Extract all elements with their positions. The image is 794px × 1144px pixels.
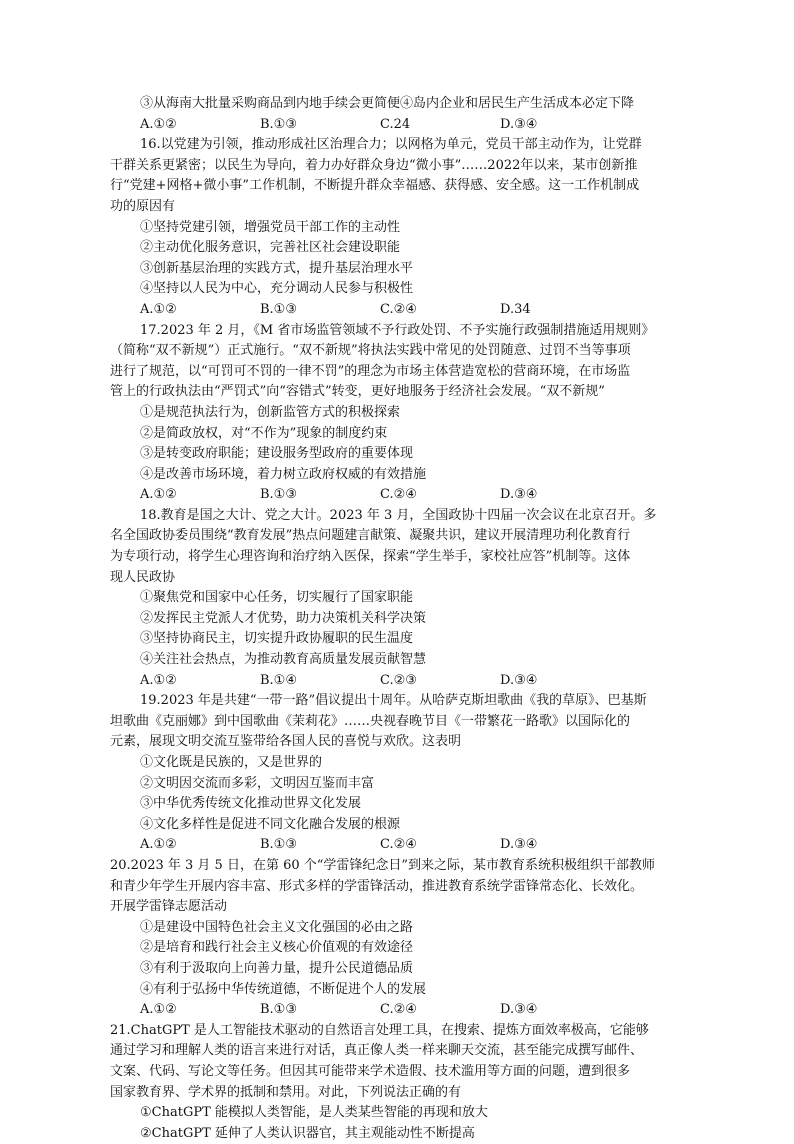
question-stem-line: 功的原因有 — [110, 198, 176, 214]
option-d[interactable]: D.③④ — [500, 116, 538, 132]
question-stem-line: 进行了规范，以“可罚可不罚的一律不罚”的理念为市场主体营造宽松的营商环境，在市场监 — [110, 363, 631, 379]
statement-item: ②是培育和践行社会主义核心价值观的有效途径 — [140, 940, 414, 956]
question-stem-line: 通过学习和理解人类的语言来进行对话，真正像人类一样来聊天交流，甚至能完成撰写邮件、 — [110, 1043, 644, 1059]
option-c[interactable]: C.②③ — [380, 672, 417, 688]
question-stem-line: 文案、代码、写论文等任务。但因其可能带来学术造假、技术滥用等方面的问题，遭到很多 — [110, 1063, 631, 1079]
option-c[interactable]: C.②④ — [380, 1002, 417, 1018]
exam-page — [110, 94, 695, 1144]
q16-options — [110, 300, 695, 321]
question-stem-line: 21.ChatGPT 是人工智能技术驱动的自然语言处理工具，在搜索、提炼方面效率极高，它能够 — [110, 1022, 649, 1038]
question-stem-line: 坦歌曲《克丽娜》到中国歌曲《茉莉花》……央视春晚节目《一带繁花一路歌》以国际化的 — [110, 713, 631, 729]
option-c[interactable]: C.②④ — [380, 837, 417, 853]
option-a[interactable]: A.①② — [140, 116, 177, 132]
question-stem-line: 为专项行动，将学生心理咨询和治疗纳入医保，探索“学生举手，家校社应答”机制等。这体 — [110, 549, 631, 565]
statement-item: ①坚持党建引领，增强党员干部工作的主动性 — [140, 219, 401, 235]
question-stem-line: 19.2023 年是共建“一带一路”倡议提出十周年。从哈萨克斯坦歌曲《我的草原》、巴基斯 — [140, 693, 647, 709]
question-stem-line: 名全国政协委员围绕“教育发展”热点问题建言献策、凝聚共识，建议开展清理功利化教育行 — [110, 528, 631, 544]
option-d[interactable]: D.③④ — [500, 487, 538, 503]
option-d[interactable]: D.③④ — [500, 672, 538, 688]
q17-options — [110, 485, 695, 506]
option-c[interactable]: C.②④ — [380, 301, 417, 317]
option-b[interactable]: B.①③ — [260, 837, 297, 853]
question-stem-line: 管上的行政执法由“严罚式”向“容错式”转变，更好地服务于经济社会发展。“双不新规” — [110, 384, 605, 400]
option-d[interactable]: D.③④ — [500, 1002, 538, 1018]
question-stem-line: 现人民政协 — [110, 569, 176, 585]
question-19 — [110, 691, 695, 856]
statement-item: ③有利于汲取向上向善力量，提升公民道德品质 — [140, 960, 414, 976]
question-stem-line: 开展学雷锋志愿活动 — [110, 899, 228, 915]
statement-item: ②文明因交流而多彩，文明因互鉴而丰富 — [140, 775, 375, 791]
statement-item: ③是转变政府职能；建设服务型政府的重要体现 — [140, 446, 414, 462]
question-stem-line: 20.2023 年 3 月 5 日，在第 60 个“学雷锋纪念日”到来之际，某市教育系统积极组织干部教师 — [110, 857, 656, 873]
option-a[interactable]: A.①② — [140, 837, 177, 853]
question-18 — [110, 506, 695, 691]
question-stem-line: 国家教育界、学术界的抵制和禁用。对此，下列说法正确的有 — [110, 1084, 462, 1100]
statement-item: ②发挥民主党派人才优势，助力决策机关科学决策 — [140, 610, 427, 626]
option-a[interactable]: A.①② — [140, 1002, 177, 1018]
statement-item: ④有利于弘扬中华传统道德，不断促进个人的发展 — [140, 981, 427, 997]
q18-options — [110, 671, 695, 692]
option-a[interactable]: A.①② — [140, 301, 177, 317]
statement-item: ③坚持协商民主，切实提升政协履职的民生温度 — [140, 631, 414, 647]
option-d[interactable]: D.③④ — [500, 837, 538, 853]
statement-item: ④是改善市场环境，着力树立政府权威的有效措施 — [140, 466, 427, 482]
statement-item: ①是建设中国特色社会主义文化强国的必由之路 — [140, 919, 414, 935]
statement-item: ①ChatGPT 能模拟人类智能，是人类某些智能的再现和放大 — [140, 1105, 488, 1121]
statement-item: ④坚持以人民为中心，充分调动人民参与积极性 — [140, 281, 414, 297]
option-a[interactable]: A.①② — [140, 487, 177, 503]
statement-item: ①文化既是民族的，又是世界的 — [140, 755, 323, 770]
statement-item: ②主动优化服务意识，完善社区社会建设职能 — [140, 240, 401, 256]
q20-options — [110, 1000, 695, 1021]
option-d[interactable]: D.34 — [500, 301, 531, 317]
option-c[interactable]: C.②④ — [380, 487, 417, 503]
statement-item: ②ChatGPT 延伸了人类认识器官，其主观能动性不断提高 — [140, 1125, 475, 1141]
q15-options — [110, 115, 695, 136]
option-b[interactable]: B.①③ — [260, 487, 297, 503]
question-20 — [110, 856, 695, 1021]
question-stem-line: 18.教育是国之大计、党之大计。2023 年 3 月，全国政协十四届一次会议在北京召开。多 — [140, 507, 657, 523]
q19-options — [110, 835, 695, 856]
question-stem-line: （简称“双不新规”）正式施行。“双不新规”将执法实践中常见的处罚随意、过罚不当等事项 — [110, 343, 631, 359]
statement-item: ④关注社会热点，为推动教育高质量发展贡献智慧 — [140, 652, 427, 668]
q15-statement-line: ③从海南大批量采购商品到内地手续会更简便④岛内企业和居民生产生活成本必定下降 — [140, 96, 635, 111]
question-stem-line: 干群关系更紧密；以民生为导向，着力办好群众身边“微小事”……2022年以来，某市创新推 — [110, 157, 638, 173]
question-16 — [110, 135, 695, 320]
question-21 — [110, 1021, 695, 1144]
statement-item: ④文化多样性是促进不同文化融合发展的根源 — [140, 816, 401, 832]
option-b[interactable]: B.①④ — [260, 672, 297, 688]
statement-item: ③创新基层治理的实践方式，提升基层治理水平 — [140, 260, 414, 276]
question-stem-line: 17.2023 年 2 月，《M 省市场监管领域不予行政处罚、不予实施行政强制措施适用规则》 — [140, 322, 655, 338]
question-stem-line: 和青少年学生开展内容丰富、形式多样的学雷锋活动，推进教育系统学雷锋常态化、长效化。 — [110, 878, 644, 894]
question-stem-line: 行“党建+网格+微小事”工作机制，不断提升群众幸福感、获得感、安全感。这一工作机制成 — [110, 178, 640, 194]
option-b[interactable]: B.①③ — [260, 1002, 297, 1018]
question-stem-line: 16.以党建为引领，推动形成社区治理合力；以网格为单元，党员干部主动作为，让党群 — [140, 137, 642, 153]
option-c[interactable]: C.24 — [380, 116, 411, 132]
statement-item: ③中华优秀传统文化推动世界文化发展 — [140, 796, 362, 812]
question-17 — [110, 321, 695, 506]
statement-item: ①聚焦党和国家中心任务，切实履行了国家职能 — [140, 590, 414, 606]
statement-item: ①是规范执法行为，创新监管方式的积极探索 — [140, 404, 401, 420]
statement-item: ②是简政放权，对“不作为”现象的制度约束 — [140, 425, 388, 441]
option-a[interactable]: A.①② — [140, 672, 177, 688]
option-b[interactable]: B.①③ — [260, 301, 297, 317]
option-b[interactable]: B.①③ — [260, 116, 297, 132]
question-stem-line: 元素，展现文明交流互鉴带给各国人民的喜悦与欢欣。这表明 — [110, 734, 462, 750]
